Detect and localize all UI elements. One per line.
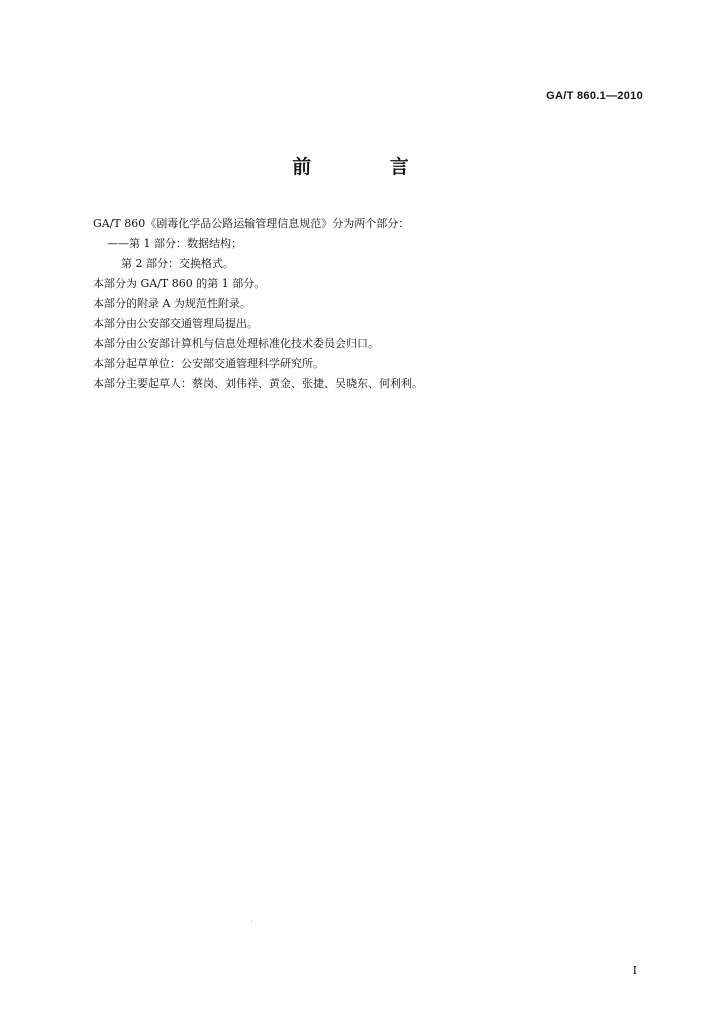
page-number: I bbox=[632, 964, 637, 977]
list-item-part-1: ——第 1 部分：数据结构； bbox=[107, 237, 242, 250]
list-item-part-2: 第 2 部分：交换格式。 bbox=[121, 257, 234, 270]
paragraph-committee: 本部分由公安部计算机与信息处理标准化技术委员会归口。 bbox=[93, 337, 379, 350]
paragraph-proposer: 本部分由公安部交通管理局提出。 bbox=[93, 317, 258, 330]
standard-code: GA/T 860.1—2010 bbox=[546, 90, 643, 102]
paragraph-part-statement: 本部分为 GA/T 860 的第 1 部分。 bbox=[93, 277, 266, 290]
paragraph-drafters: 本部分主要起草人：蔡岗、刘伟祥、黄金、张捷、吴晓东、何利利。 bbox=[93, 377, 423, 390]
scan-speck bbox=[251, 921, 252, 922]
paragraph-appendix: 本部分的附录 A 为规范性附录。 bbox=[93, 297, 251, 310]
foreword-body bbox=[93, 214, 653, 394]
paragraph-drafting-unit: 本部分起草单位：公安部交通管理科学研究所。 bbox=[93, 357, 324, 370]
paragraph-intro: GA/T 860《剧毒化学品公路运输管理信息规范》分为两个部分： bbox=[93, 217, 410, 230]
section-title: 前 言 bbox=[292, 156, 445, 178]
